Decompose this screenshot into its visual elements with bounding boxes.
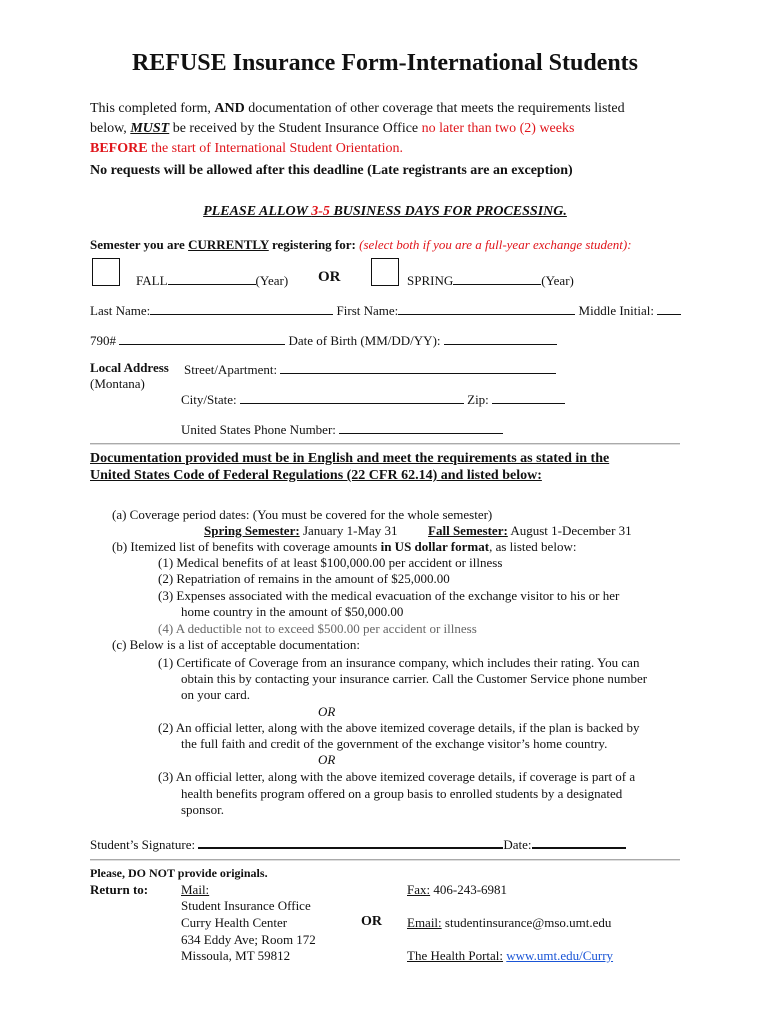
- email-line: Email: studentinsurance@mso.umt.edu: [407, 915, 612, 930]
- req-c1-cont1: obtain this by contacting your insurance carrier. Call the Customer Service phone number: [181, 671, 648, 686]
- doc-heading-1: Documentation provided must be in English and meet the requirements as stated in the: [90, 451, 610, 466]
- originals-note: Please, DO NOT provide originals.: [90, 866, 268, 880]
- center-name: Curry Health Center: [181, 915, 288, 930]
- street-field[interactable]: [280, 360, 556, 374]
- intro-line-2: below, MUST be received by the Student Insurance Office no later than two (2) weeks: [90, 121, 575, 136]
- fall-year-field[interactable]: [168, 271, 256, 285]
- req-b2: (2) Repatriation of remains in the amount of $25,000.00: [158, 571, 450, 586]
- dob-field[interactable]: [444, 331, 557, 345]
- semester-or: OR: [318, 269, 341, 285]
- intro-line-3: BEFORE the start of International Student Orientation.: [90, 141, 404, 156]
- signature-field[interactable]: [198, 834, 503, 849]
- req-c2: (2) An official letter, along with the above itemized coverage details, if the plan is backed by: [158, 720, 640, 735]
- office-name: Student Insurance Office: [181, 898, 311, 913]
- req-c3-cont1: health benefits program offered on a group basis to enrolled students by a designated: [181, 786, 623, 801]
- zip-field[interactable]: [492, 390, 565, 404]
- page-title: REFUSE Insurance Form-International Students: [131, 50, 639, 76]
- req-b3-cont: home country in the amount of $50,000.00: [181, 604, 404, 619]
- req-c1: (1) Certificate of Coverage from an insurance company, which includes their rating. You can: [158, 655, 640, 670]
- spring-option: SPRING (Year): [407, 273, 574, 288]
- city-field[interactable]: [240, 390, 464, 404]
- intro-line-1: This completed form, AND documentation of other coverage that meets the requirements listed: [90, 101, 625, 116]
- fax-line: Fax: 406-243-6981: [407, 882, 508, 897]
- fall-checkbox[interactable]: [92, 258, 120, 286]
- street-row: Street/Apartment:: [184, 360, 556, 378]
- doc-heading-2: United States Code of Federal Regulations (22 CFR 62.14) and listed below:: [90, 468, 542, 483]
- email-link[interactable]: studentinsurance@mso.umt.edu: [441, 915, 612, 930]
- phone-row: United States Phone Number:: [181, 420, 503, 438]
- req-c3-cont2: sponsor.: [181, 802, 224, 817]
- last-name-field[interactable]: [150, 301, 333, 315]
- divider-1: [90, 443, 680, 445]
- req-or-1: OR: [318, 704, 336, 719]
- req-b1: (1) Medical benefits of at least $100,000.00 per accident or illness: [158, 555, 503, 570]
- street-address: 634 Eddy Ave; Room 172: [181, 932, 316, 947]
- deadline-note: No requests will be allowed after this deadline (Late registrants are an exception): [90, 163, 573, 178]
- req-c3: (3) An official letter, along with the above itemized coverage details, if coverage is part of a: [158, 769, 636, 784]
- semester-question: Semester you are CURRENTLY registering for: (select both if you are a full-year exchange student):: [90, 237, 632, 252]
- first-name-field[interactable]: [398, 301, 575, 315]
- divider-2: [90, 859, 680, 861]
- signature-row: Student’s Signature: Date:: [90, 834, 626, 853]
- montana-label: (Montana): [90, 376, 145, 391]
- mail-label: Mail:: [181, 882, 210, 897]
- spring-year-field[interactable]: [453, 271, 541, 285]
- id-field[interactable]: [119, 331, 285, 345]
- req-b4: (4) A deductible not to exceed $500.00 per accident or illness: [158, 621, 477, 636]
- req-b: (b) Itemized list of benefits with coverage amounts in US dollar format, as listed below:: [112, 539, 577, 554]
- portal-link[interactable]: www.umt.edu/Curry: [506, 948, 614, 963]
- fall-option: FALL (Year): [136, 273, 289, 288]
- return-to-label: Return to:: [90, 882, 149, 897]
- req-c: (c) Below is a list of acceptable documentation:: [112, 637, 360, 652]
- id-dob-row: 790# Date of Birth (MM/DD/YY):: [90, 331, 557, 349]
- middle-initial-field[interactable]: [657, 301, 681, 315]
- req-a: (a) Coverage period dates: (You must be covered for the whole semester): [112, 507, 493, 522]
- req-b3: (3) Expenses associated with the medical evacuation of the exchange visitor to his or her: [158, 588, 620, 603]
- req-c1-cont2: on your card.: [181, 687, 250, 702]
- date-field[interactable]: [532, 834, 626, 849]
- name-row: Last Name: First Name: Middle Initial:: [90, 301, 681, 319]
- local-address-label: Local Address: [90, 360, 169, 375]
- portal-line: The Health Portal: www.umt.edu/Curry: [407, 948, 614, 963]
- processing-notice: PLEASE ALLOW 3-5 BUSINESS DAYS FOR PROCESSING.: [203, 204, 567, 219]
- req-or-2: OR: [318, 752, 336, 767]
- req-c2-cont: the full faith and credit of the government of the exchange visitor’s home country.: [181, 736, 608, 751]
- req-a-dates: Spring Semester: January 1-May 31 Fall Semester: August 1-December 31: [204, 523, 632, 538]
- footer-or: OR: [361, 914, 382, 929]
- spring-checkbox[interactable]: [371, 258, 399, 286]
- city-address: Missoula, MT 59812: [181, 948, 291, 963]
- phone-field[interactable]: [339, 420, 503, 434]
- city-zip-row: City/State: Zip:: [181, 390, 565, 408]
